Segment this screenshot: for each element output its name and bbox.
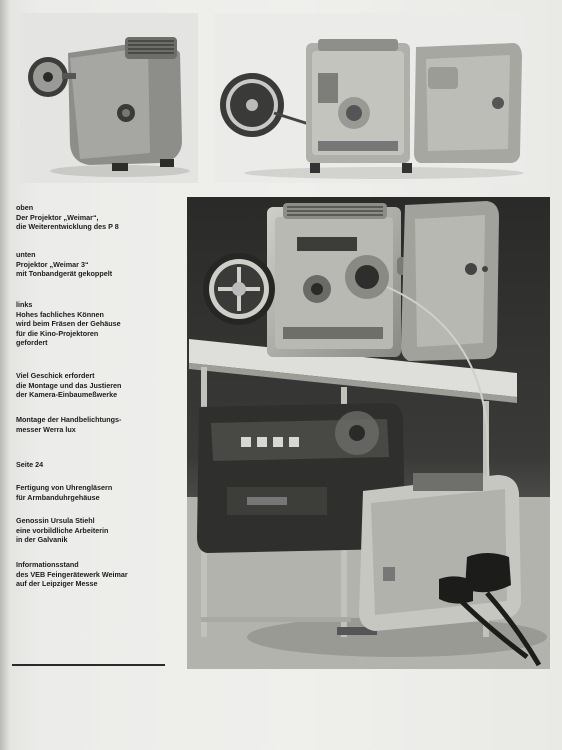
caption-unten: unten Projektor „Weimar 3“ mit Tonbandgerät gekoppelt [16, 250, 113, 279]
footer-rule [12, 664, 165, 666]
caption-uhrenglaeser: Fertigung von Uhrengläsern für Armbanduhrgehäuse [16, 483, 113, 502]
photo-projector-compact [20, 13, 198, 183]
caption-belichtungsmesser: Montage der Handbelichtungs- messer Werra lux [16, 415, 122, 434]
caption-seite-24: Seite 24 [16, 460, 44, 469]
caption-galvanik: Genossin Ursula Stiehl eine vorbildliche Arbeiterin in der Galvanik [16, 516, 109, 545]
caption-oben: oben Der Projektor „Weimar“, die Weiterentwicklung des P 8 [16, 203, 119, 232]
caption-links: links Hohes fachliches Können wird beim Fräsen der Gehäuse für die Kino-Projektoren gefordert [16, 300, 121, 348]
caption-informationsstand: Informationsstand des VEB Feingerätewerk Weimar auf der Leipziger Messe [16, 560, 128, 589]
photo-projector-weimar-open [214, 13, 526, 183]
photo-projector-weimar-3-tape-recorder [187, 197, 550, 669]
caption-kamera-montage: Viel Geschick erfordert die Montage und das Justieren der Kamera-Einbaumeßwerke [16, 371, 122, 400]
